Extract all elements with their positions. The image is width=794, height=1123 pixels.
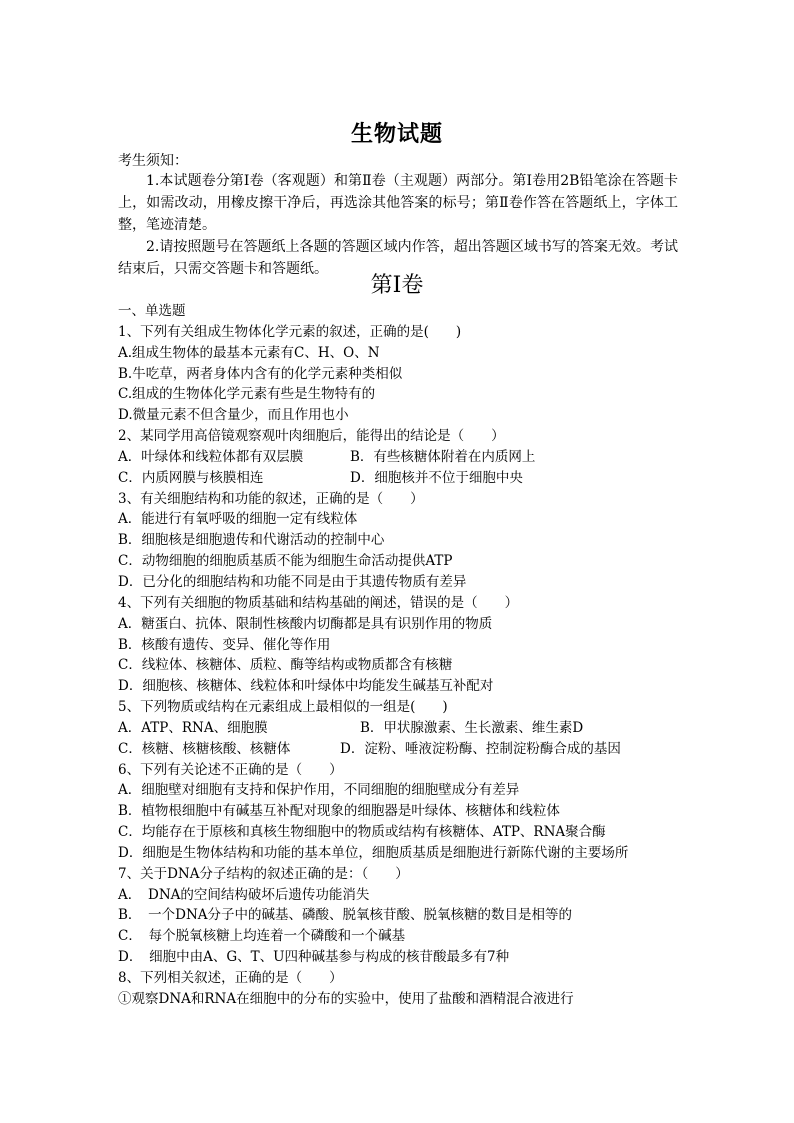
- q3-option-d: D．已分化的细胞结构和功能不同是由于其遗传物质有差异: [118, 573, 467, 590]
- q3-option-c: C．动物细胞的细胞质基质不能为细胞生命活动提供ATP: [118, 553, 453, 570]
- q4-option-a: A．糖蛋白、抗体、限制性核酸内切酶都是具有识别作用的物质: [118, 615, 493, 632]
- q2-option-c: C．内质网膜与核膜相连: [118, 469, 264, 486]
- q2-stem: 2、某同学用高倍镜观察观叶肉细胞后，能得出的结论是（ ）: [118, 428, 505, 445]
- q1-option-b: B.牛吃草，两者身体内含有的化学元素种类相似: [118, 365, 403, 382]
- q5-options-row-1: [118, 718, 688, 739]
- notice-heading: 考生须知：: [118, 153, 188, 169]
- q5-option-a: A．ATP、RNA、细胞膜: [118, 719, 268, 736]
- question-list: [118, 301, 688, 1010]
- q5-option-c: C．核糖、核糖核酸、核糖体: [118, 740, 291, 757]
- q1-option-d: D.微量元素不但含量少，而且作用也小: [118, 407, 349, 424]
- section-heading: 一、单选题: [118, 303, 186, 319]
- notice-item-1: 1.本试题卷分第Ⅰ卷（客观题）和第Ⅱ卷（主观题）两部分。第Ⅰ卷用2B铅笔涂在答题卡上，如需改动，用橡皮擦干净后，再选涂其他答案的标号；第Ⅱ卷作答在答题纸上，字体工整，笔迹清楚。: [118, 173, 678, 233]
- q4-stem: 4、下列有关细胞的物质基础和结构基础的阐述，错误的是（ ）: [118, 594, 519, 611]
- q5-option-d: D．淀粉、唾液淀粉酶、控制淀粉酶合成的基因: [340, 740, 621, 757]
- q5-options-row-2: [118, 739, 688, 760]
- notice-item-2: 2.请按照题号在答题纸上各题的答题区域内作答，超出答题区域书写的答案无效。考试结束后，只需交答题卡和答题纸。: [118, 239, 678, 277]
- q4-option-c: C．线粒体、核糖体、质粒、酶等结构或物质都含有核糖: [118, 657, 453, 674]
- q2-options-row-2: [118, 468, 688, 489]
- q2-option-d: D．细胞核并不位于细胞中央: [350, 469, 523, 486]
- q3-option-b: B．细胞核是细胞遗传和代谢活动的控制中心: [118, 532, 385, 549]
- q3-option-a: A．能进行有氧呼吸的细胞一定有线粒体: [118, 511, 358, 528]
- q6-option-c: C．均能存在于原核和真核生物细胞中的物质或结构有核糖体、ATP、RNA聚合酶: [118, 824, 606, 841]
- q1-option-c: C.组成的生物体化学元素有些是生物特有的: [118, 386, 376, 403]
- q6-option-d: D．细胞是生物体结构和功能的基本单位，细胞质基质是细胞进行新陈代谢的主要场所: [118, 844, 629, 861]
- q6-option-b: B．植物根细胞中有碱基互补配对现象的细胞器是叶绿体、核糖体和线粒体: [118, 803, 560, 820]
- q5-option-b: B．甲状腺激素、生长激素、维生素D: [360, 719, 584, 736]
- q4-option-d: D．细胞核、核糖体、线粒体和叶绿体中均能发生碱基互补配对: [118, 678, 494, 695]
- q5-stem: 5、下列物质或结构在元素组成上最相似的一组是( ): [118, 699, 448, 716]
- q6-option-a: A．细胞壁对细胞有支持和保护作用，不同细胞的细胞壁成分有差异: [118, 782, 520, 799]
- q2-option-a: A．叶绿体和线粒体都有双层膜: [118, 448, 304, 465]
- q8-item-1: ①观察DNA和RNA在细胞中的分布的实验中，使用了盐酸和酒精混合液进行: [118, 990, 574, 1007]
- q7-option-b: B． 一个DNA分子中的碱基、磷酸、脱氧核苷酸、脱氧核糖的数目是相等的: [118, 907, 573, 924]
- q7-stem: 7、关于DNA分子结构的叙述正确的是：（ ）: [118, 865, 409, 882]
- q1-option-a: A.组成生物体的最基本元素有C、H、O、N: [118, 344, 380, 361]
- q8-stem: 8、下列相关叙述，正确的是（ ）: [118, 970, 343, 986]
- q7-option-a: A． DNA的空间结构破坏后遗传功能消失: [118, 886, 370, 903]
- q7-option-d: D． 细胞中由A、G、T、U四种碱基参与构成的核苷酸最多有7种: [118, 949, 510, 966]
- q2-option-b: B．有些核糖体附着在内质网上: [350, 448, 536, 465]
- volume-heading: 第Ⅰ卷: [370, 273, 424, 298]
- q3-stem: 3、有关细胞结构和功能的叙述，正确的是（ ）: [118, 490, 424, 507]
- q1-stem: 1、下列有关组成生物体化学元素的叙述，正确的是( ): [118, 323, 462, 340]
- q6-stem: 6、下列有关论述不正确的是（ ）: [118, 761, 343, 778]
- q7-option-c: C． 每个脱氧核糖上均连着一个磷酸和一个碱基: [118, 928, 406, 945]
- q4-option-b: B．核酸有遗传、变异、催化等作用: [118, 636, 331, 653]
- q2-options-row-1: [118, 447, 688, 468]
- page-title: 生物试题: [350, 121, 443, 147]
